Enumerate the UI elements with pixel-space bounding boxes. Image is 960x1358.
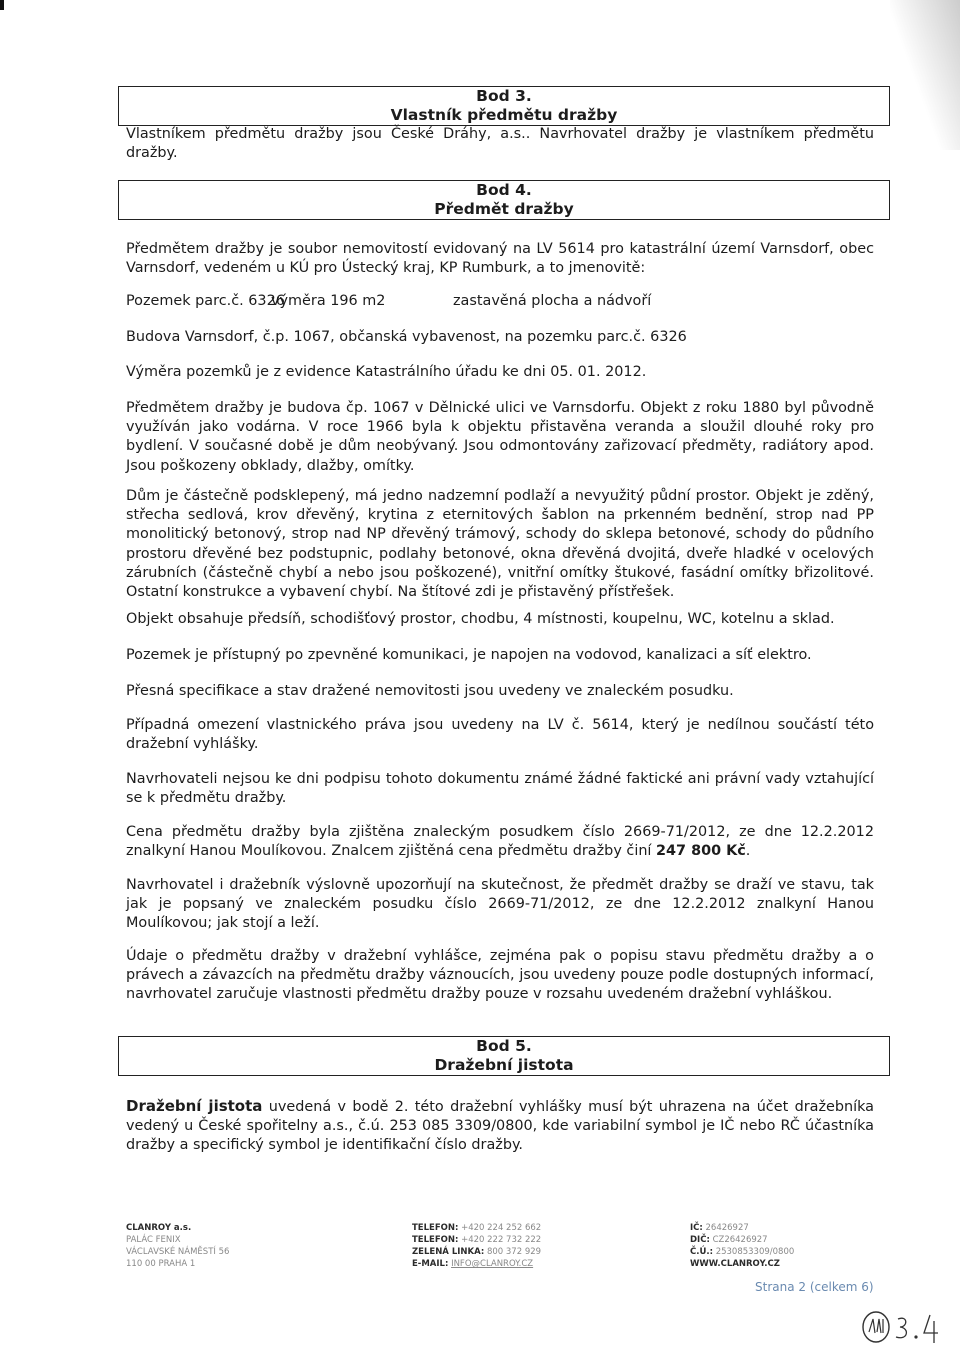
deposit-lead: Dražební jistota xyxy=(126,1097,263,1115)
company-address-line: PALÁC FENIX xyxy=(126,1235,181,1245)
building-row: Budova Varnsdorf, č.p. 1067, občanská vybavenost, na pozemku parc.č. 6326 xyxy=(126,329,687,345)
footer-contacts xyxy=(412,1222,541,1270)
price-period: . xyxy=(745,843,751,860)
section-title: Dražební jistota xyxy=(434,1056,574,1074)
scan-edge-mark xyxy=(0,0,4,10)
bank-account: Č.Ú.: 2530853309/0800 xyxy=(690,1247,795,1257)
section-header-bod3 xyxy=(118,86,890,126)
paragraph-defects: Navrhovateli nejsou ke dni podpisu tohoto dokumentu známé žádné faktické ani právní vady vztahující se k předmětu dražby. xyxy=(126,771,874,807)
section-header-bod5 xyxy=(118,1036,890,1076)
handwritten-annotation-icon xyxy=(860,1307,950,1347)
parcel-use: zastavěná plocha a nádvoří xyxy=(453,293,652,309)
section-number: Bod 3. xyxy=(476,87,532,105)
subject-intro: Předmětem dražby je soubor nemovitostí evidovaný na LV 5614 pro katastrální území Varnsdorf, obec Varnsdorf, vedeném u KÚ pro Ústecký kraj, KP Rumburk, a to jmenovitě: xyxy=(126,241,874,277)
price-text: Cena předmětu dražby byla zjištěna znaleckým posudkem číslo 2669-71/2012, ze dne 12.2.2012 znalkyní Hanou Moulíkovou. Znalcem zjištěná cena předmětu dražby činí xyxy=(126,824,874,860)
section-title: Vlastník předmětu dražby xyxy=(390,106,618,124)
paragraph-state-notice: Navrhovatel i dražebník výslovně upozorňují na skutečnost, že předmět dražby se draží ve stavu, tak jak je popsaný ve znaleckém posudku číslo 2669-71/2012, ze dne 12.2.2012 znalkyní Hanou Moulíkovou; jak stojí a leží. xyxy=(126,877,874,932)
section-title: Předmět dražby xyxy=(434,200,574,218)
parcel-row xyxy=(126,292,652,311)
paragraph-construction: Dům je částečně podsklepený, má jedno nadzemní podlaží a nevyužitý půdní prostor. Objekt je zděný, střecha sedlová, krov dřevěný, krytina z eternitových šablon na prkenném bednění, strop nad PP monolitický betonový, strop nad NP dřevěný trámový, schody do sklepa betonové, schody do půdního prostoru dřevěné bez podstupnic, podlahy betonové, okna dřevěná dvojitá, dveře hladké v ocelových zárubních (částečně chybí a nebo jsou poškozené), vnitřní omítky štukové, fasádní omítky břizolitové. Ostatní konstrukce a vybavení chybí. Na štítové zdi je přistavěný přístřešek. xyxy=(126,488,874,601)
section-number: Bod 5. xyxy=(476,1037,532,1055)
company-id: IČ: 26426927 xyxy=(690,1223,749,1233)
scan-shadow xyxy=(890,0,960,150)
area-note: Výměra pozemků je z evidence Katastrálního úřadu ke dni 05. 01. 2012. xyxy=(126,364,647,380)
paragraph-restrictions: Případná omezení vlastnického práva jsou uvedeny na LV č. 5614, který je nedílnou součástí této dražební vyhlášky. xyxy=(126,717,874,753)
page-number: Strana 2 (celkem 6) xyxy=(755,1280,874,1294)
footer-ids xyxy=(690,1222,794,1270)
contact-hotline: ZELENÁ LINKA: 800 372 929 xyxy=(412,1247,542,1257)
contact-email[interactable]: E-MAIL: INFO@CLANROY.CZ xyxy=(412,1259,534,1269)
section-number: Bod 4. xyxy=(476,181,532,199)
vat-id: DIČ: CZ26426927 xyxy=(690,1235,768,1245)
website-link[interactable]: WWW.CLANROY.CZ xyxy=(690,1259,780,1269)
paragraph-specification: Přesná specifikace a stav dražené nemovitosti jsou uvedeny ve znaleckém posudku. xyxy=(126,683,734,699)
contact-phone-1: TELEFON: +420 224 252 662 xyxy=(412,1223,542,1233)
deposit-body: uvedená v bodě 2. této dražební vyhlášky musí být uhrazena na účet dražebníka vedený u České spořitelny a.s., č.ú. 253 085 3309/0800, kde variabilní symbol je IČ nebo RČ účastníka dražby a specifický symbol je identifikační číslo dražby. xyxy=(126,1099,874,1154)
footer-company xyxy=(126,1222,229,1270)
owner-text: Vlastníkem předmětu dražby jsou České Dráhy, a.s.. Navrhovatel dražby je vlastníkem předmětu dražby. xyxy=(126,126,874,162)
company-address-line: 110 00 PRAHA 1 xyxy=(126,1259,196,1269)
parcel-area: výměra 196 m2 xyxy=(271,293,386,309)
section-header-bod4 xyxy=(118,180,890,220)
parcel-label: Pozemek parc.č. 6326 xyxy=(126,293,285,309)
company-name: CLANROY a.s. xyxy=(126,1223,192,1233)
paragraph-rooms: Objekt obsahuje předsíň, schodišťový prostor, chodbu, 4 místnosti, koupelnu, WC, kotelnu a sklad. xyxy=(126,611,835,627)
paragraph-access: Pozemek je přístupný po zpevněné komunikaci, je napojen na vodovod, kanalizaci a síť elektro. xyxy=(126,647,812,663)
price-value: 247 800 Kč xyxy=(656,843,746,860)
paragraph-building: Předmětem dražby je budova čp. 1067 v Dělnické ulici ve Varnsdorfu. Objekt z roku 1880 byl původně využíván jako vodárna. V roce 1966 byla k objektu přistavěna veranda a sloužil dlouhé roky pro bydlení. V současné době je dům neobývaný. Jsou odmontovány zařizovací předměty, radiátory apod. Jsou poškozeny obklady, dlažby, omítky. xyxy=(126,400,874,474)
deposit-text xyxy=(126,1097,874,1156)
contact-phone-2: TELEFON: +420 222 732 222 xyxy=(412,1235,542,1245)
paragraph-disclaimer: Údaje o předmětu dražby v dražební vyhlášce, zejména pak o popisu stavu předmětu dražby a o právech a závazcích na předmětu dražby váznoucích, jsou uvedeny pouze podle dostupných informací, navrhovatel zaručuje vlastnosti předmětu dražby pouze v rozsahu uvedeném dražební vyhláškou. xyxy=(126,948,874,1003)
company-address-line: VÁCLAVSKÉ NÁMĚSTÍ 56 xyxy=(126,1247,230,1257)
paragraph-price xyxy=(126,823,874,861)
